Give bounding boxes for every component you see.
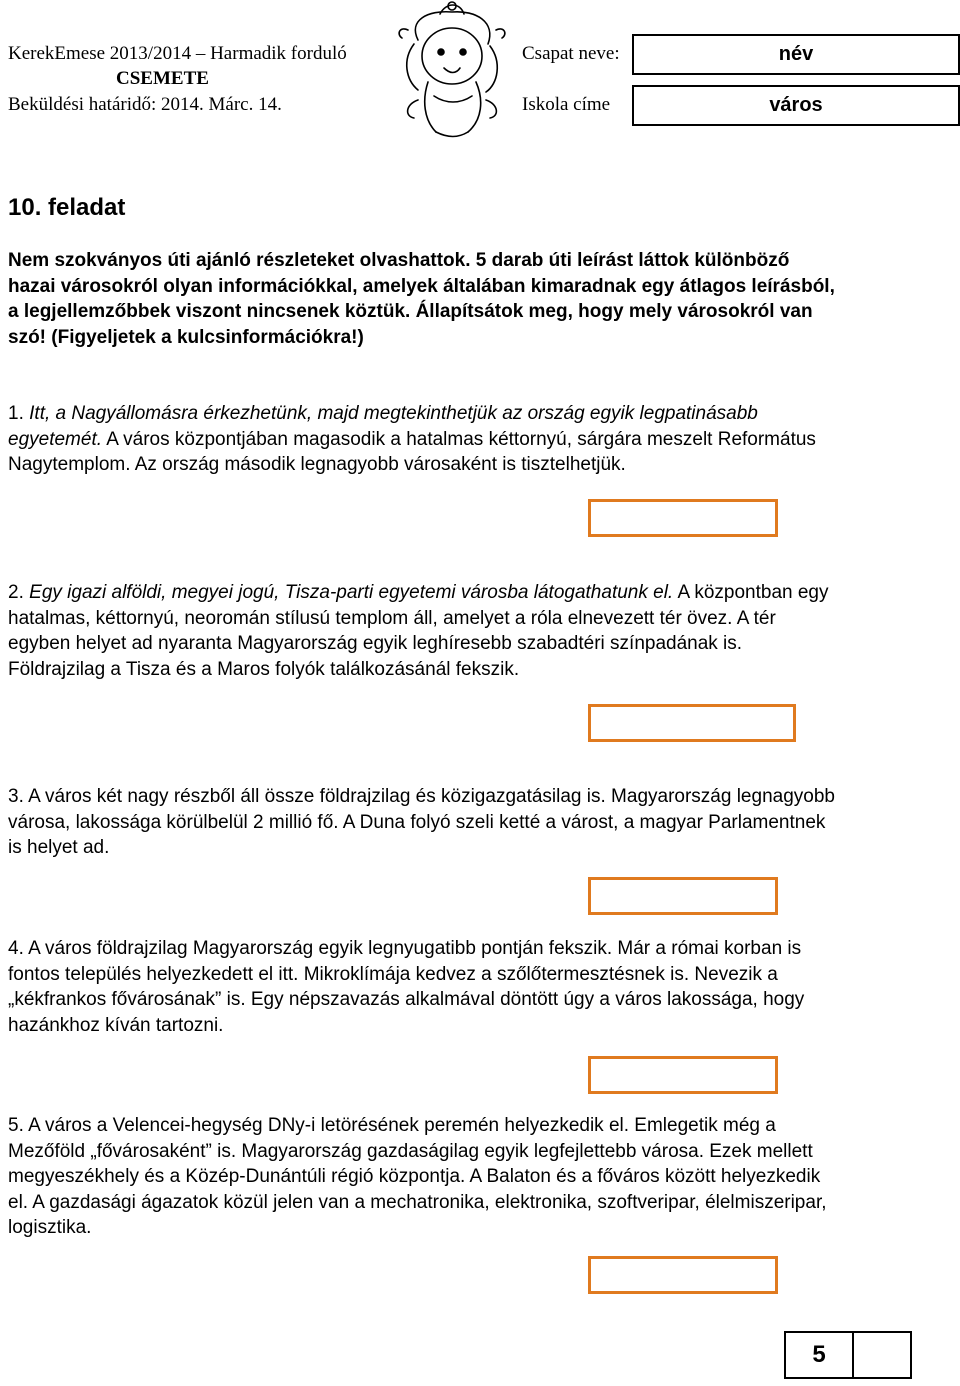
contest-title: KerekEmese 2013/2014 – Harmadik forduló — [8, 43, 347, 64]
page-number: 5 — [786, 1333, 854, 1377]
description-4-text: A város földrajzilag Magyarország egyik legnyugatibb pontján fekszik. Már a római korban is fontos település helyezkedett el itt. Mikroklímája kedvez a szőlőtermesztésnek is. Nevezik a „kékfrankos fővárosának” is. Egy népszavazás alkalmával döntött úgy a város lakossága, hogy hazánkhoz kíván tartozni. — [8, 938, 805, 1036]
description-1-lead: Itt, a Nagyállomásra érkezhetünk, majd megtekinthetjük az ország egyik legpatinásabb egyetemét. — [8, 403, 758, 450]
description-1 — [8, 401, 838, 478]
answer-box-2[interactable] — [588, 704, 796, 742]
task-intro: Nem szokványos úti ajánló részleteket olvashattok. 5 darab úti leírást láttok különböző hazai városokról olyan információkkal, amelyek általában kimaradnak egy átlagos leírásból, a legjellemzőbbek viszont nincsenek köztük. Állapítsátok meg, hogy mely városokról van szó! (Figyeljetek a kulcsinformációkra!) — [8, 250, 835, 348]
team-name-value: név — [778, 43, 814, 65]
description-3-number: 3. — [8, 786, 24, 807]
score-box — [784, 1331, 912, 1379]
description-2-text: A központban egy hatalmas, kéttornyú, neoromán stílusú templom áll, amelyet a róla elnevezett tér övez. A tér egyben helyet ad nyaranta Magyarország egyik leghíresebb szabadtéri színpadának is. Földrajzilag a Tisza és a Maros folyók találkozásánál fekszik. — [8, 582, 829, 680]
deadline-text: Beküldési határidő: 2014. Márc. 14. — [8, 94, 282, 115]
description-2-number: 2. — [8, 582, 24, 603]
description-5-number: 5. — [8, 1115, 24, 1136]
answer-box-5[interactable] — [588, 1256, 778, 1294]
school-address-label: Iskola címe — [522, 94, 611, 115]
description-2-lead: Egy igazi alföldi, megyei jogú, Tisza-parti egyetemi városba látogathatunk el. — [29, 582, 674, 603]
description-4-number: 4. — [8, 938, 24, 959]
category-label: CSEMETE — [116, 68, 209, 89]
description-3-text: A város két nagy részből áll össze földrajzilag és közigazgatásilag is. Magyarország legnagyobb városa, lakossága körülbelül 2 millió fő. A Duna folyó szeli ketté a várost, a magyar Parlamentnek is helyet ad. — [8, 786, 835, 858]
description-2 — [8, 580, 838, 682]
description-5-text: A város a Velencei-hegység DNy-i letörésének peremén helyezkedik el. Emlegetik még a Mezőföld „fővárosaként” is. Magyarország gazdaságilag egyik legfejlettebb városa. Ezek mellett megyeszékhely és a Közép-Dunántúli régió központja. A Balaton és a főváros között helyezkedik el. A gazdasági ágazatok közül jelen van a mechatronika, elektronika, szoftveripar, élelmiszeripar, logisztika. — [8, 1115, 827, 1238]
description-5 — [8, 1113, 838, 1241]
answer-box-1[interactable] — [588, 499, 778, 537]
description-1-number: 1. — [8, 403, 24, 424]
description-1-text: A város központjában magasodik a hatalmas kéttornyú, sárgára meszelt Református Nagytemplom. Az ország második legnagyobb városaként is tisztelhetjük. — [8, 428, 816, 475]
description-4 — [8, 936, 838, 1038]
mascot-logo-icon — [388, 0, 516, 140]
answer-box-4[interactable] — [588, 1056, 778, 1094]
team-name-field[interactable] — [632, 34, 960, 75]
team-name-label: Csapat neve: — [522, 43, 620, 64]
answer-box-3[interactable] — [588, 877, 778, 915]
school-address-field[interactable] — [632, 85, 960, 126]
school-address-value: város — [769, 94, 823, 116]
task-title: 10. feladat — [8, 194, 126, 221]
description-3 — [8, 784, 838, 861]
